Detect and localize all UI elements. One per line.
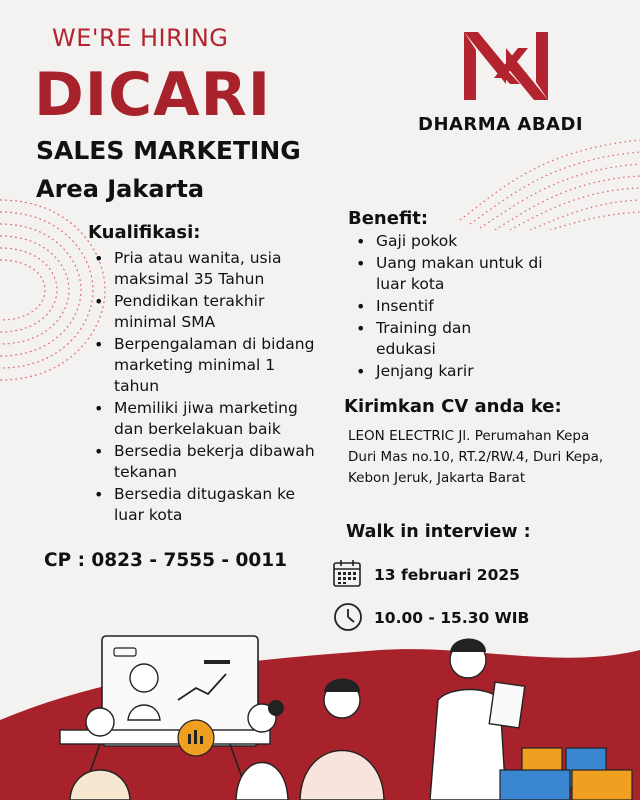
list-item: • Bersedia bekerja dibawah tekanan	[88, 441, 318, 483]
list-item: • Uang makan untuk di luar kota	[350, 253, 546, 295]
hiring-label: WE'RE HIRING	[52, 24, 229, 52]
list-item: • Pria atau wanita, usia maksimal 35 Tahun	[88, 248, 318, 290]
list-item: • Berpengalaman di bidang marketing minimal 1 tahun	[88, 334, 318, 397]
list-item: • Training dan edukasi	[350, 318, 526, 360]
team-illustration	[0, 630, 640, 800]
contact-phone: CP : 0823 - 7555 - 0011	[44, 550, 288, 571]
calendar-icon	[332, 558, 362, 588]
list-item: • Gaji pokok	[350, 231, 570, 252]
dharma-abadi-logo	[460, 26, 552, 106]
cv-heading: Kirimkan CV anda ke:	[344, 396, 562, 417]
decorative-dot-wave	[440, 120, 640, 230]
kualifikasi-list	[88, 248, 318, 527]
interview-time: 10.00 - 15.30 WIB	[374, 609, 530, 627]
page-title: DICARI	[34, 60, 272, 130]
interview-date: 13 februari 2025	[374, 566, 520, 584]
list-item: • Pendidikan terakhir minimal SMA	[88, 291, 318, 333]
list-item: • Bersedia ditugaskan ke luar kota	[88, 484, 318, 526]
benefit-heading: Benefit:	[348, 208, 429, 229]
position-title: SALES MARKETING	[36, 136, 301, 165]
kualifikasi-heading: Kualifikasi:	[88, 222, 201, 243]
list-item: • Jenjang karir	[350, 361, 570, 382]
brand-name: DHARMA ABADI	[418, 114, 584, 135]
interview-heading: Walk in interview :	[346, 522, 531, 542]
cv-address: LEON ELECTRIC Jl. Perumahan Kepa Duri Mas no.10, RT.2/RW.4, Duri Kepa, Kebon Jeruk, Jakarta Barat	[348, 428, 604, 486]
benefit-list	[350, 231, 570, 383]
clock-icon	[333, 602, 363, 632]
area-label: Area Jakarta	[36, 175, 205, 203]
list-item: • Insentif	[350, 296, 570, 317]
list-item: • Memiliki jiwa marketing dan berkelakuan baik	[88, 398, 318, 440]
